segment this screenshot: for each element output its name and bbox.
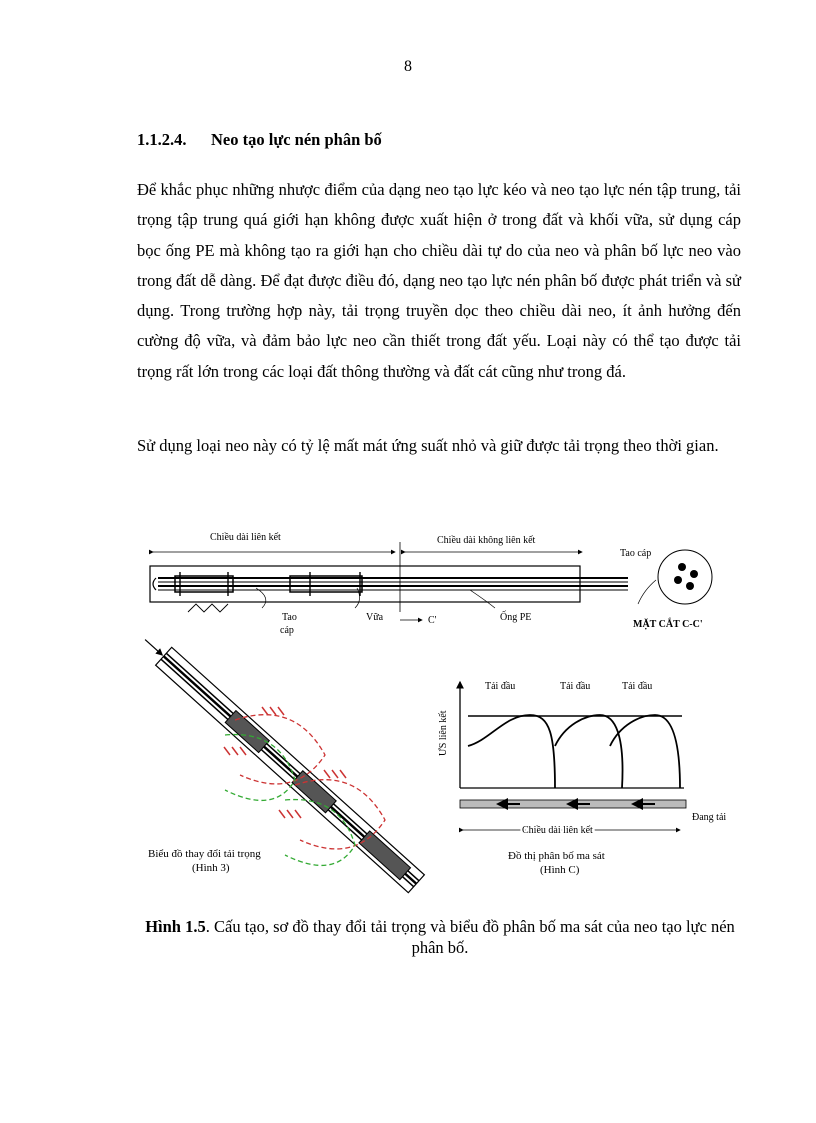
- bonded-length-label: Chiều dài liên kết: [210, 532, 281, 543]
- peak-label-1: Tải đầu: [485, 681, 516, 692]
- paragraph-1: Để khắc phục những nhược điểm của dạng neo tạo lực kéo và neo tạo lực nén tập trung, tải trọng tập trung quá giới hạn không được xuất hiện ở trong đất và khối vữa, sử dụng cáp bọc ống PE mà không tạo ra giới hạn cho chiều dài tự do của neo và phân bố lực neo vào trong đất dễ dàng. Để đạt được điều đó, dạng neo tạo lực nén phân bố được phát triển và sử dụng. Trong trường hợp này, tải trọng truyền dọc theo chiều dài neo, ít ảnh hưởng đến cường độ vữa, và đảm bảo lực neo cần thiết trong đất yếu. Loại này có thể tạo được tải trọng rất lớn trong các loại đất thông thường và đất cát cũng như trong đá.: [137, 180, 741, 381]
- section-heading: [137, 130, 382, 150]
- page-number: 8: [404, 58, 412, 75]
- load-diagram-caption-2: (Hình 3): [192, 862, 230, 874]
- load-diagram-caption-1: Biểu đồ thay đổi tải trọng: [148, 848, 261, 860]
- pe-pipe-label: Ống PE: [500, 612, 532, 623]
- unbonded-length-label: Chiều dài không liên kết: [437, 535, 536, 546]
- figure-caption-label: Hình 1.5: [145, 917, 206, 936]
- friction-chart-caption-2: (Hình C): [540, 864, 580, 876]
- peak-label-2: Tải đầu: [560, 681, 591, 692]
- anchor-cross-section-diagram: [150, 532, 712, 636]
- friction-distribution-chart: [438, 681, 726, 876]
- section-title: Neo tạo lực nén phân bố: [211, 130, 382, 149]
- paragraph-2: Sử dụng loại neo này có tỷ lệ mất mát ứng suất nhỏ và giữ được tải trọng theo thời gian.: [137, 436, 719, 455]
- bonded-length-chart-label: Chiều dài liên kết: [522, 825, 593, 836]
- figure-1-5: [0, 520, 816, 900]
- strand-label-2: cáp: [280, 625, 294, 636]
- strand-label-1: Tao: [282, 612, 297, 623]
- load-change-diagram: [137, 631, 424, 893]
- section-title-label: MẶT CẮT C-C': [633, 619, 703, 630]
- y-axis-label: ƯS liên kết: [438, 710, 449, 756]
- friction-chart-caption-1: Đồ thị phân bố ma sát: [508, 850, 605, 862]
- peak-label-3: Tải đầu: [622, 681, 653, 692]
- figure-caption: [140, 916, 740, 958]
- section-mark-label: C': [428, 615, 437, 626]
- section-number: 1.1.2.4.: [137, 130, 187, 149]
- loading-label: Đang tải: [692, 812, 727, 823]
- strand-label-right: Tao cáp: [620, 548, 652, 559]
- grout-label: Vữa: [366, 612, 384, 623]
- figure-caption-text: . Cấu tạo, sơ đồ thay đổi tải trọng và biểu đồ phân bố ma sát của neo tạo lực nén phân bố.: [205, 917, 735, 957]
